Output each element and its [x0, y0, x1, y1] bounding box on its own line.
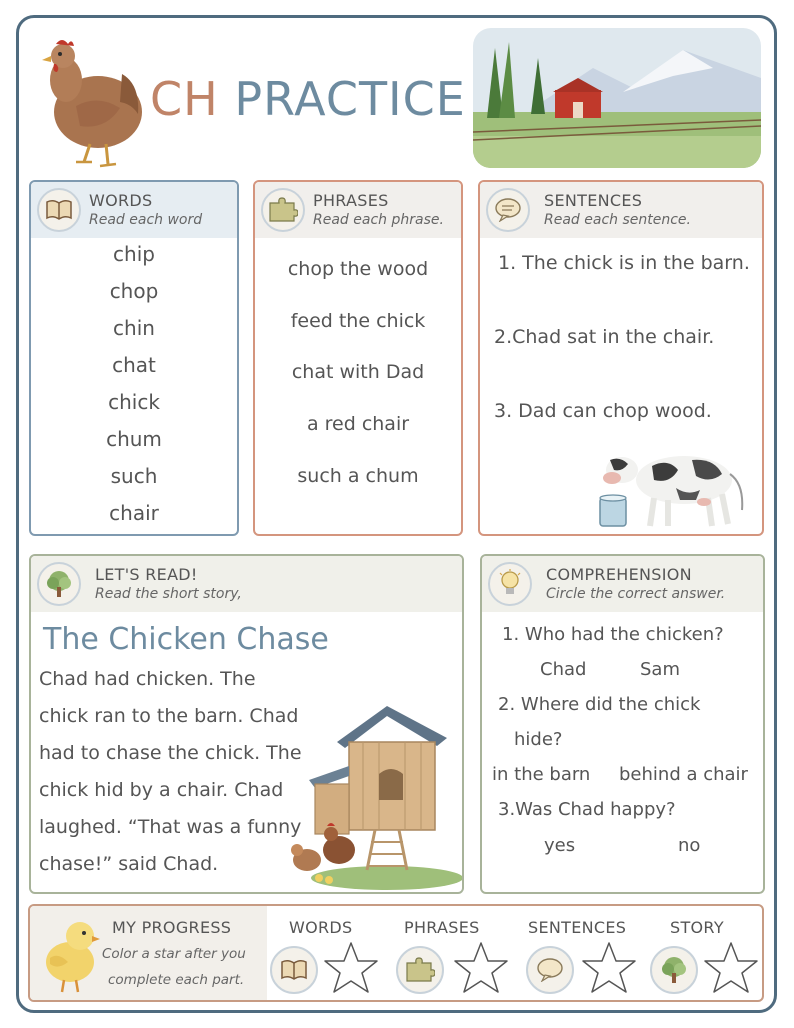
phrase-item: chop the wood — [287, 258, 429, 280]
word-item: chick — [108, 390, 160, 414]
answer-choice[interactable]: no — [678, 835, 701, 856]
lets-read-subtitle: Read the short story, — [95, 586, 242, 602]
progress-label-sentences: SENTENCES — [528, 918, 627, 937]
story-line: chase!” said Chad. — [39, 853, 219, 875]
question-2-continued: hide? — [514, 729, 563, 750]
sentences-panel — [478, 180, 764, 536]
question-2: 2. Where did the chick — [498, 694, 701, 715]
word-item: chop — [109, 279, 159, 303]
word-item: such — [110, 464, 158, 488]
answer-choice[interactable]: behind a chair — [619, 764, 748, 785]
phrase-item: a red chair — [306, 413, 410, 435]
book-icon — [270, 946, 318, 994]
lightbulb-icon — [488, 562, 532, 606]
story-line: chick ran to the barn. Chad — [39, 705, 299, 727]
story-progress-star[interactable] — [702, 940, 760, 996]
words-panel — [29, 180, 239, 536]
question-1: 1. Who had the chicken? — [502, 624, 724, 645]
progress-label-phrases: PHRASES — [404, 918, 480, 937]
sentence-item: 2.Chad sat in the chair. — [494, 326, 715, 348]
answer-choice[interactable]: Chad — [540, 659, 587, 680]
phrase-item: such a chum — [297, 465, 419, 487]
question-3: 3.Was Chad happy? — [498, 799, 676, 820]
sentences-panel-header — [480, 182, 762, 238]
phrase-item: chat with Dad — [291, 361, 425, 383]
sentences-title: SENTENCES — [544, 191, 643, 210]
progress-label-words: WORDS — [289, 918, 353, 937]
progress-subtitle-line1: Color a star after you — [102, 946, 246, 962]
words-panel-header — [31, 182, 237, 238]
progress-subtitle-line2: complete each part. — [108, 972, 245, 988]
lets-read-panel — [29, 554, 464, 894]
progress-title: MY PROGRESS — [112, 918, 232, 937]
phrase-item: feed the chick — [290, 310, 426, 332]
puzzle-icon — [396, 946, 444, 994]
comprehension-panel — [480, 554, 765, 894]
title-ch: CH — [150, 72, 219, 126]
phrases-subtitle: Read each phrase. — [313, 212, 444, 228]
farm-landscape-illustration — [473, 28, 761, 168]
sentence-item: 1. The chick is in the barn. — [498, 252, 750, 274]
word-item: chum — [106, 427, 162, 451]
speech-bubble-icon — [526, 946, 574, 994]
comprehension-panel-header — [482, 556, 763, 612]
word-item: chip — [113, 242, 155, 266]
speech-bubble-icon — [486, 188, 530, 232]
page-title — [150, 72, 466, 126]
phrases-panel-header — [255, 182, 461, 238]
sentences-progress-star[interactable] — [580, 940, 638, 996]
story-title: The Chicken Chase — [43, 622, 329, 657]
words-title: WORDS — [89, 191, 153, 210]
sentence-item: 3. Dad can chop wood. — [494, 400, 712, 422]
word-item: chair — [109, 501, 159, 525]
comprehension-title: COMPREHENSION — [546, 565, 692, 584]
lets-read-title: LET'S READ! — [95, 565, 198, 584]
answer-choice[interactable]: in the barn — [492, 764, 591, 785]
word-item: chin — [113, 316, 155, 340]
hen-illustration — [36, 34, 144, 170]
cow-illustration — [592, 440, 756, 530]
chick-illustration — [34, 912, 100, 994]
puzzle-icon — [261, 188, 305, 232]
progress-label-story: STORY — [670, 918, 724, 937]
answer-choice[interactable]: yes — [544, 835, 576, 856]
comprehension-subtitle: Circle the correct answer. — [546, 586, 726, 602]
phrases-panel — [253, 180, 463, 536]
book-icon — [37, 188, 81, 232]
words-subtitle: Read each word — [89, 212, 203, 228]
answer-choice[interactable]: Sam — [640, 659, 680, 680]
progress-info — [30, 906, 267, 1000]
story-line: laughed. “That was a funny — [39, 816, 302, 838]
word-item: chat — [112, 353, 156, 377]
chicken-coop-illustration — [287, 702, 463, 892]
words-progress-star[interactable] — [322, 940, 380, 996]
story-line: had to chase the chick. The — [39, 742, 302, 764]
story-line: Chad had chicken. The — [39, 668, 256, 690]
phrases-progress-star[interactable] — [452, 940, 510, 996]
lets-read-panel-header — [31, 556, 462, 612]
progress-panel — [28, 904, 764, 1002]
phrases-title: PHRASES — [313, 191, 389, 210]
story-line: chick hid by a chair. Chad — [39, 779, 284, 801]
title-practice: PRACTICE — [234, 72, 466, 126]
tree-icon — [37, 562, 81, 606]
tree-icon — [650, 946, 698, 994]
sentences-subtitle: Read each sentence. — [544, 212, 691, 228]
